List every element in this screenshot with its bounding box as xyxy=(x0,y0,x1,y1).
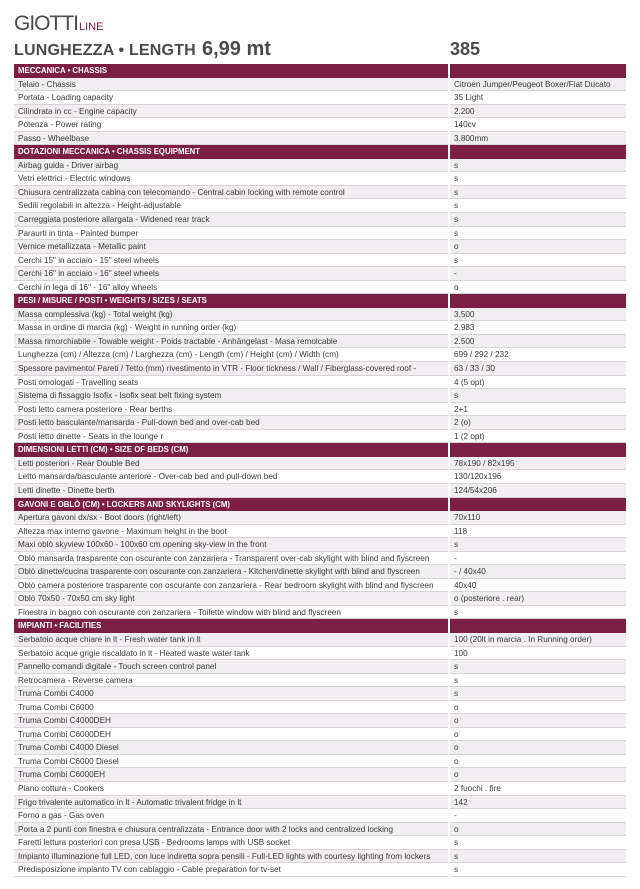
spec-value: 2 fuochi . fire xyxy=(450,782,626,796)
spec-value: 3.500 xyxy=(450,308,626,322)
spec-row xyxy=(14,484,626,498)
spec-value: o xyxy=(450,741,626,755)
length-value: 6,99 mt xyxy=(202,38,271,60)
spec-label: Oblò 70x50 - 70x50 cm sky light xyxy=(14,592,448,606)
spec-value: s xyxy=(450,850,626,864)
spec-row xyxy=(14,538,626,552)
spec-row xyxy=(14,186,626,200)
logo-sub-text: LINE xyxy=(79,21,104,33)
spec-value: s xyxy=(450,538,626,552)
spec-label: Posti letto basculante/mansarda - Pull-down bed and over-cab bed xyxy=(14,416,448,430)
spec-row xyxy=(14,457,626,471)
spec-value: 130/120x196 xyxy=(450,470,626,484)
spec-row xyxy=(14,240,626,254)
spec-label: Massa complessiva (kg) - Total weight (kg) xyxy=(14,308,448,322)
spec-label: Serbatoio acque grigie riscaldato in lt - Heated waste water tank xyxy=(14,647,448,661)
spec-label: Truma Combi C6000DEH xyxy=(14,728,448,742)
section-header-value xyxy=(450,64,626,78)
spec-label: Vetri elettrici - Electric windows xyxy=(14,172,448,186)
spec-row xyxy=(14,362,626,376)
spec-label: Truma Combi C4000 xyxy=(14,687,448,701)
spec-label: Impianto illuminazione full LED, con luce indiretta sopra pensili - Full-LED lights with courtesy lighting from lockers xyxy=(14,850,448,864)
spec-row xyxy=(14,782,626,796)
section-header xyxy=(14,619,626,633)
spec-label: Finestra in bagno con oscurante con zanzariera - Toilette window with blind and flyscreen xyxy=(14,606,448,620)
spec-value: o xyxy=(450,768,626,782)
spec-value: s xyxy=(450,213,626,227)
spec-label: Serbatoio acque chiare in lt - Fresh water tank in lt xyxy=(14,633,448,647)
spec-label: Telaio - Chassis xyxy=(14,78,448,92)
spec-value: 2.983 xyxy=(450,321,626,335)
spec-value: 118 xyxy=(450,525,626,539)
spec-value: 124/54x206 xyxy=(450,484,626,498)
spec-label: Pannello comandi digitale - Touch screen control panel xyxy=(14,660,448,674)
spec-value: 35 Light xyxy=(450,91,626,105)
spec-row xyxy=(14,403,626,417)
spec-row xyxy=(14,741,626,755)
spec-label: Airbag guida - Driver airbag xyxy=(14,159,448,173)
spec-row xyxy=(14,172,626,186)
spec-row xyxy=(14,674,626,688)
spec-value: 2.500 xyxy=(450,335,626,349)
spec-row xyxy=(14,592,626,606)
model-code: 385 xyxy=(450,39,481,59)
spec-label: Truma Combi C4000 Diesel xyxy=(14,741,448,755)
spec-label: Truma Combi C6000 xyxy=(14,701,448,715)
spec-value: s xyxy=(450,660,626,674)
spec-label: Retrocamera - Reverse camera xyxy=(14,674,448,688)
spec-value: o xyxy=(450,823,626,837)
brand-logo xyxy=(14,12,103,36)
section-header-value xyxy=(450,443,626,457)
spec-row xyxy=(14,254,626,268)
spec-value: Citroen Jumper/Peugeot Boxer/Fiat Ducato xyxy=(450,78,626,92)
spec-value: 142 xyxy=(450,796,626,810)
spec-row xyxy=(14,511,626,525)
spec-row xyxy=(14,728,626,742)
spec-row xyxy=(14,105,626,119)
section-title: IMPIANTI • FACILITIES xyxy=(14,619,448,633)
spec-row xyxy=(14,836,626,850)
spec-label: Massa rimorchiabile - Towable weight - Poids tractable - Anhängelast - Masa remolcable xyxy=(14,335,448,349)
spec-label: Truma Combi C6000EH xyxy=(14,768,448,782)
spec-value: s xyxy=(450,606,626,620)
spec-row xyxy=(14,281,626,295)
spec-row xyxy=(14,687,626,701)
logo-main-text: GIOTTI xyxy=(14,12,78,35)
spec-label: Portata - Loading capacity xyxy=(14,91,448,105)
spec-value: s xyxy=(450,172,626,186)
spec-value: 140cv xyxy=(450,118,626,132)
spec-label: Passo - Wheelbase xyxy=(14,132,448,146)
spec-value: 3.800mm xyxy=(450,132,626,146)
spec-value: 100 xyxy=(450,647,626,661)
spec-row xyxy=(14,335,626,349)
spec-row xyxy=(14,823,626,837)
spec-row xyxy=(14,796,626,810)
spec-row xyxy=(14,132,626,146)
spec-row xyxy=(14,768,626,782)
length-label: LUNGHEZZA • LENGTH xyxy=(14,42,196,59)
spec-row xyxy=(14,470,626,484)
spec-label: Spessore pavimento/ Pareti / Tetto (mm) rivestimento in VTR - Floor tickness / Wall / Fiberglass-covered roof - xyxy=(14,362,448,376)
spec-label: Cerchi 16" in acciaio - 16" steel wheels xyxy=(14,267,448,281)
spec-row xyxy=(14,633,626,647)
spec-value: s xyxy=(450,254,626,268)
spec-label: Letti dinette - Dinette berth xyxy=(14,484,448,498)
spec-value: o xyxy=(450,714,626,728)
spec-row xyxy=(14,118,626,132)
spec-row xyxy=(14,660,626,674)
spec-row xyxy=(14,376,626,390)
spec-row xyxy=(14,227,626,241)
section-header xyxy=(14,294,626,308)
spec-label: Posti letto dinette - Seats in the lounge r xyxy=(14,430,448,444)
spec-value: o xyxy=(450,240,626,254)
spec-label: Frigo trivalente automatico in lt - Automatic trivalent fridge in lt xyxy=(14,796,448,810)
spec-row xyxy=(14,565,626,579)
spec-value: 2+1 xyxy=(450,403,626,417)
spec-value: s xyxy=(450,687,626,701)
section-header-value xyxy=(450,619,626,633)
spec-value: 40x40 xyxy=(450,579,626,593)
spec-row xyxy=(14,552,626,566)
section-header-value xyxy=(450,145,626,159)
spec-label: Altezza max interno gavone - Maximum height in the boot xyxy=(14,525,448,539)
spec-label: Posti letto camera posteriore - Rear berths xyxy=(14,403,448,417)
spec-row xyxy=(14,348,626,362)
section-title: DOTAZIONI MECCANICA • CHASSIS EQUIPMENT xyxy=(14,145,448,159)
spec-label: Cilindrata in cc - Engine capacity xyxy=(14,105,448,119)
spec-row xyxy=(14,755,626,769)
spec-value: s xyxy=(450,227,626,241)
spec-value: - xyxy=(450,552,626,566)
spec-value: o xyxy=(450,281,626,295)
spec-value: 78x190 / 82x195 xyxy=(450,457,626,471)
section-header xyxy=(14,498,626,512)
spec-row xyxy=(14,809,626,823)
spec-row xyxy=(14,430,626,444)
spec-label: Letto mansarda/basculante anteriore - Over-cab bed and pull-down bed xyxy=(14,470,448,484)
spec-label: Sedili regolabili in altezza - Height-adjustable xyxy=(14,199,448,213)
spec-row xyxy=(14,199,626,213)
section-header-value xyxy=(450,498,626,512)
spec-value: s xyxy=(450,389,626,403)
spec-label: Oblò dinette/cucina trasparente con oscurante con zanzariera - Kitchen/dinette skylight with blind and flyscreen xyxy=(14,565,448,579)
spec-label: Chiusura centralizzata cabina con telecomando - Central cabin locking with remote control xyxy=(14,186,448,200)
title-bar xyxy=(14,38,626,64)
spec-row xyxy=(14,647,626,661)
spec-row xyxy=(14,321,626,335)
section-header-value xyxy=(450,294,626,308)
spec-label: Cerchi in lega di 16" - 16" alloy wheels xyxy=(14,281,448,295)
spec-row xyxy=(14,213,626,227)
spec-label: Predisposizione impianto TV con cablaggio - Cable preparation for tv-set xyxy=(14,863,448,877)
spec-row xyxy=(14,850,626,864)
spec-value: s xyxy=(450,863,626,877)
spec-row xyxy=(14,579,626,593)
spec-row xyxy=(14,91,626,105)
spec-row xyxy=(14,267,626,281)
spec-label: Forno a gas - Gas oven xyxy=(14,809,448,823)
spec-label: Carreggiata posteriore allargata - Widened rear track xyxy=(14,213,448,227)
spec-label: Faretti lettura posteriori con presa USB - Bedrooms lamps with USB socket xyxy=(14,836,448,850)
spec-label: Lunghezza (cm) / Altezza (cm) / Larghezza (cm) - Length (cm) / Height (cm) / Width (cm) xyxy=(14,348,448,362)
spec-value: - xyxy=(450,267,626,281)
spec-row xyxy=(14,308,626,322)
spec-value: 2 (o) xyxy=(450,416,626,430)
spec-label: Paraurti in tinta - Painted bumper xyxy=(14,227,448,241)
spec-row xyxy=(14,159,626,173)
spec-value: - / 40x40 xyxy=(450,565,626,579)
section-title: DIMENSIONI LETTI (CM) • SIZE OF BEDS (CM) xyxy=(14,443,448,457)
spec-row xyxy=(14,701,626,715)
spec-value: s xyxy=(450,674,626,688)
spec-value: 1 (2 opt) xyxy=(450,430,626,444)
spec-label: Cerchi 15" in acciaio - 15" steel wheels xyxy=(14,254,448,268)
spec-label: Oblò camera posteriore trasparente con oscurante con zanzariera - Rear bedroom skylight with blind and flyscreen xyxy=(14,579,448,593)
spec-value: o (posteriore . rear) xyxy=(450,592,626,606)
spec-value: s xyxy=(450,199,626,213)
spec-value: 4 (5 opt) xyxy=(450,376,626,390)
spec-row xyxy=(14,416,626,430)
spec-label: Porta a 2 punti con finestra e chiusura centralizzata - Entrance door with 2 locks and centralized locking xyxy=(14,823,448,837)
spec-value: o xyxy=(450,701,626,715)
spec-value: 699 / 292 / 232 xyxy=(450,348,626,362)
section-header xyxy=(14,64,626,78)
spec-table xyxy=(14,64,626,877)
section-title: GAVONI E OBLÒ (CM) • LOCKERS AND SKYLIGHTS (CM) xyxy=(14,498,448,512)
spec-value: o xyxy=(450,755,626,769)
spec-label: Piano cottura - Cookers xyxy=(14,782,448,796)
spec-label: Posti omologati - Travelling seats xyxy=(14,376,448,390)
section-title: PESI / MISURE / POSTI • WEIGHTS / SIZES / SEATS xyxy=(14,294,448,308)
spec-value: - xyxy=(450,809,626,823)
spec-label: Massa in ordine di marcia (kg) - Weight in running order (kg) xyxy=(14,321,448,335)
spec-label: Vernice metallizzata - Metallic paint xyxy=(14,240,448,254)
spec-row xyxy=(14,606,626,620)
spec-value: s xyxy=(450,186,626,200)
section-header xyxy=(14,443,626,457)
spec-row xyxy=(14,714,626,728)
spec-value: 2.200 xyxy=(450,105,626,119)
spec-row xyxy=(14,78,626,92)
spec-label: Apertura gavoni dx/sx - Boot doors (right/left) xyxy=(14,511,448,525)
spec-value: s xyxy=(450,836,626,850)
spec-label: Potenza - Power rating xyxy=(14,118,448,132)
spec-row xyxy=(14,389,626,403)
spec-value: s xyxy=(450,159,626,173)
spec-value: 70x110 xyxy=(450,511,626,525)
spec-value: o xyxy=(450,728,626,742)
spec-label: Truma Combi C6000 Diesel xyxy=(14,755,448,769)
spec-value: 100 (20lt in marcia . In Running order) xyxy=(450,633,626,647)
spec-label: Sistema di fissaggio Isofix - Isofix seat belt fixing system xyxy=(14,389,448,403)
spec-label: Maxi oblò skyview 100x60 - 100x60 cm opening sky-view in the front xyxy=(14,538,448,552)
section-header xyxy=(14,145,626,159)
spec-row xyxy=(14,863,626,877)
section-title: MECCANICA • CHASSIS xyxy=(14,64,448,78)
spec-label: Oblò mansarda trasparente con oscurante con zanzariera - Transparent over-cab skylight with blind and flyscreen xyxy=(14,552,448,566)
spec-label: Truma Combi C4000DEH xyxy=(14,714,448,728)
spec-row xyxy=(14,525,626,539)
spec-value: 63 / 33 / 30 xyxy=(450,362,626,376)
spec-label: Letti posteriori - Rear Double Bed xyxy=(14,457,448,471)
